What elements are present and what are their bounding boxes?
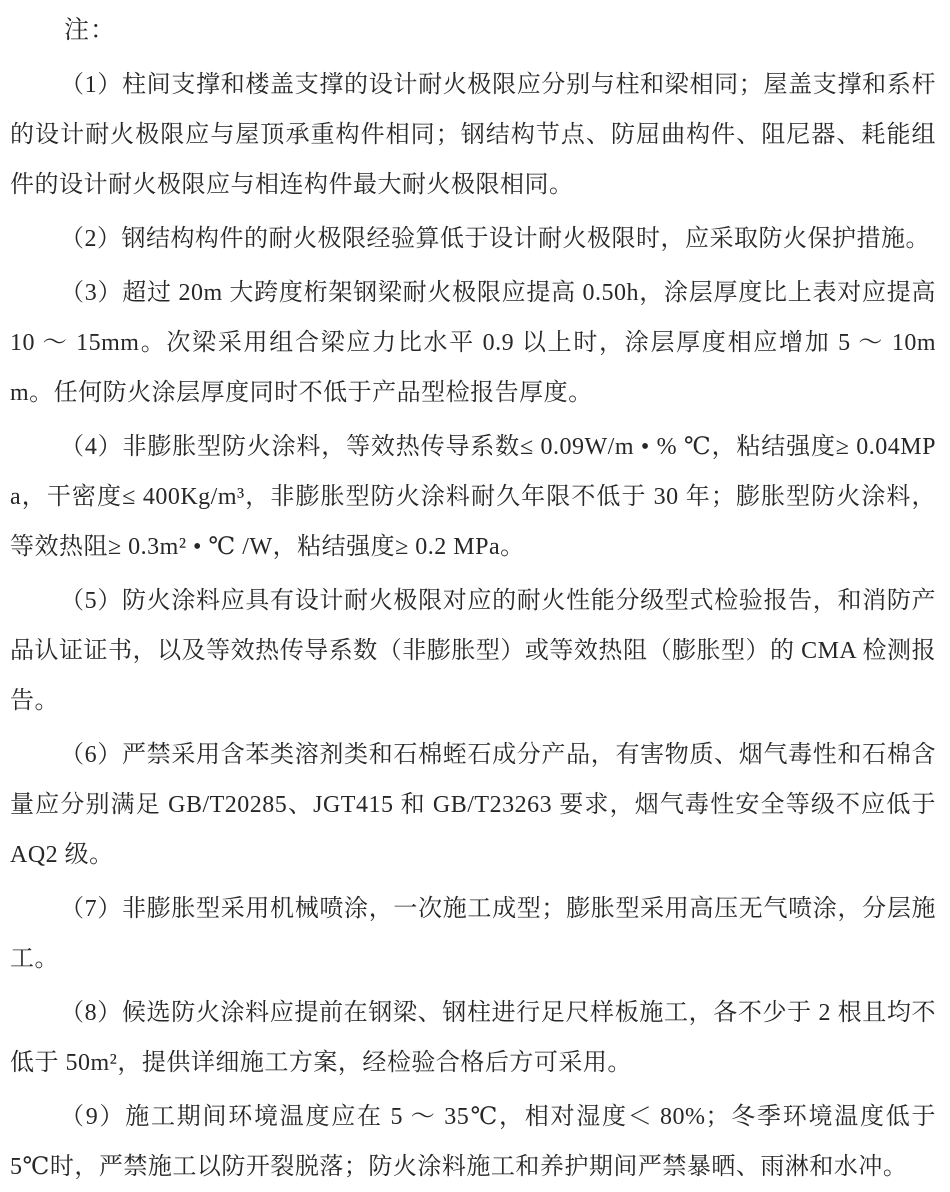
note-item-9: （9）施工期间环境温度应在 5 ～ 35℃，相对湿度＜ 80%；冬季环境温度低于 5℃时，严禁施工以防开裂脱落；防火涂料施工和养护期间严禁暴晒、雨淋和水冲。: [10, 1104, 936, 1180]
note-item-7: （7）非膨胀型采用机械喷涂，一次施工成型；膨胀型采用高压无气喷涂，分层施工。: [10, 896, 936, 972]
note-item-6: （6）严禁采用含苯类溶剂类和石棉蛭石成分产品，有害物质、烟气毒性和石棉含量应分别满足 GB/T20285、JGT415 和 GB/T23263 要求，烟气毒性安全等级不应低于 AQ2 级。: [10, 742, 936, 868]
note-item-5: （5）防火涂料应具有设计耐火极限对应的耐火性能分级型式检验报告，和消防产品认证证书，以及等效热传导系数（非膨胀型）或等效热阻（膨胀型）的 CMA 检测报告。: [10, 588, 936, 714]
note-item-1: （1）柱间支撑和楼盖支撑的设计耐火极限应分别与柱和梁相同；屋盖支撑和系杆的设计耐火极限应与屋顶承重构件相同；钢结构节点、防屈曲构件、阻尼器、耗能组件的设计耐火极限应与相连构件最大耐火极限相同。: [10, 72, 936, 198]
note-item-3: （3）超过 20m 大跨度桁架钢梁耐火极限应提高 0.50h，涂层厚度比上表对应提高 10 ～ 15mm。次梁采用组合梁应力比水平 0.9 以上时，涂层厚度相应增加 5 ～ 10mm。任何防火涂层厚度同时不低于产品型检报告厚度。: [10, 280, 936, 406]
note-item-4: （4）非膨胀型防火涂料，等效热传导系数≤ 0.09W/m • % ℃，粘结强度≥ 0.04MPa，干密度≤ 400Kg/m³，非膨胀型防火涂料耐久年限不低于 30 年；膨胀型防火涂料，等效热阻≥ 0.3m² • ℃ /W，粘结强度≥ 0.2 MPa。: [10, 434, 936, 560]
notes-heading: 注：: [64, 17, 117, 44]
note-item-8: （8）候选防火涂料应提前在钢梁、钢柱进行足尺样板施工，各不少于 2 根且均不低于 50m²，提供详细施工方案，经检验合格后方可采用。: [10, 1000, 936, 1076]
note-item-2: （2）钢结构构件的耐火极限经验算低于设计耐火极限时，应采取防火保护措施。: [60, 226, 930, 252]
